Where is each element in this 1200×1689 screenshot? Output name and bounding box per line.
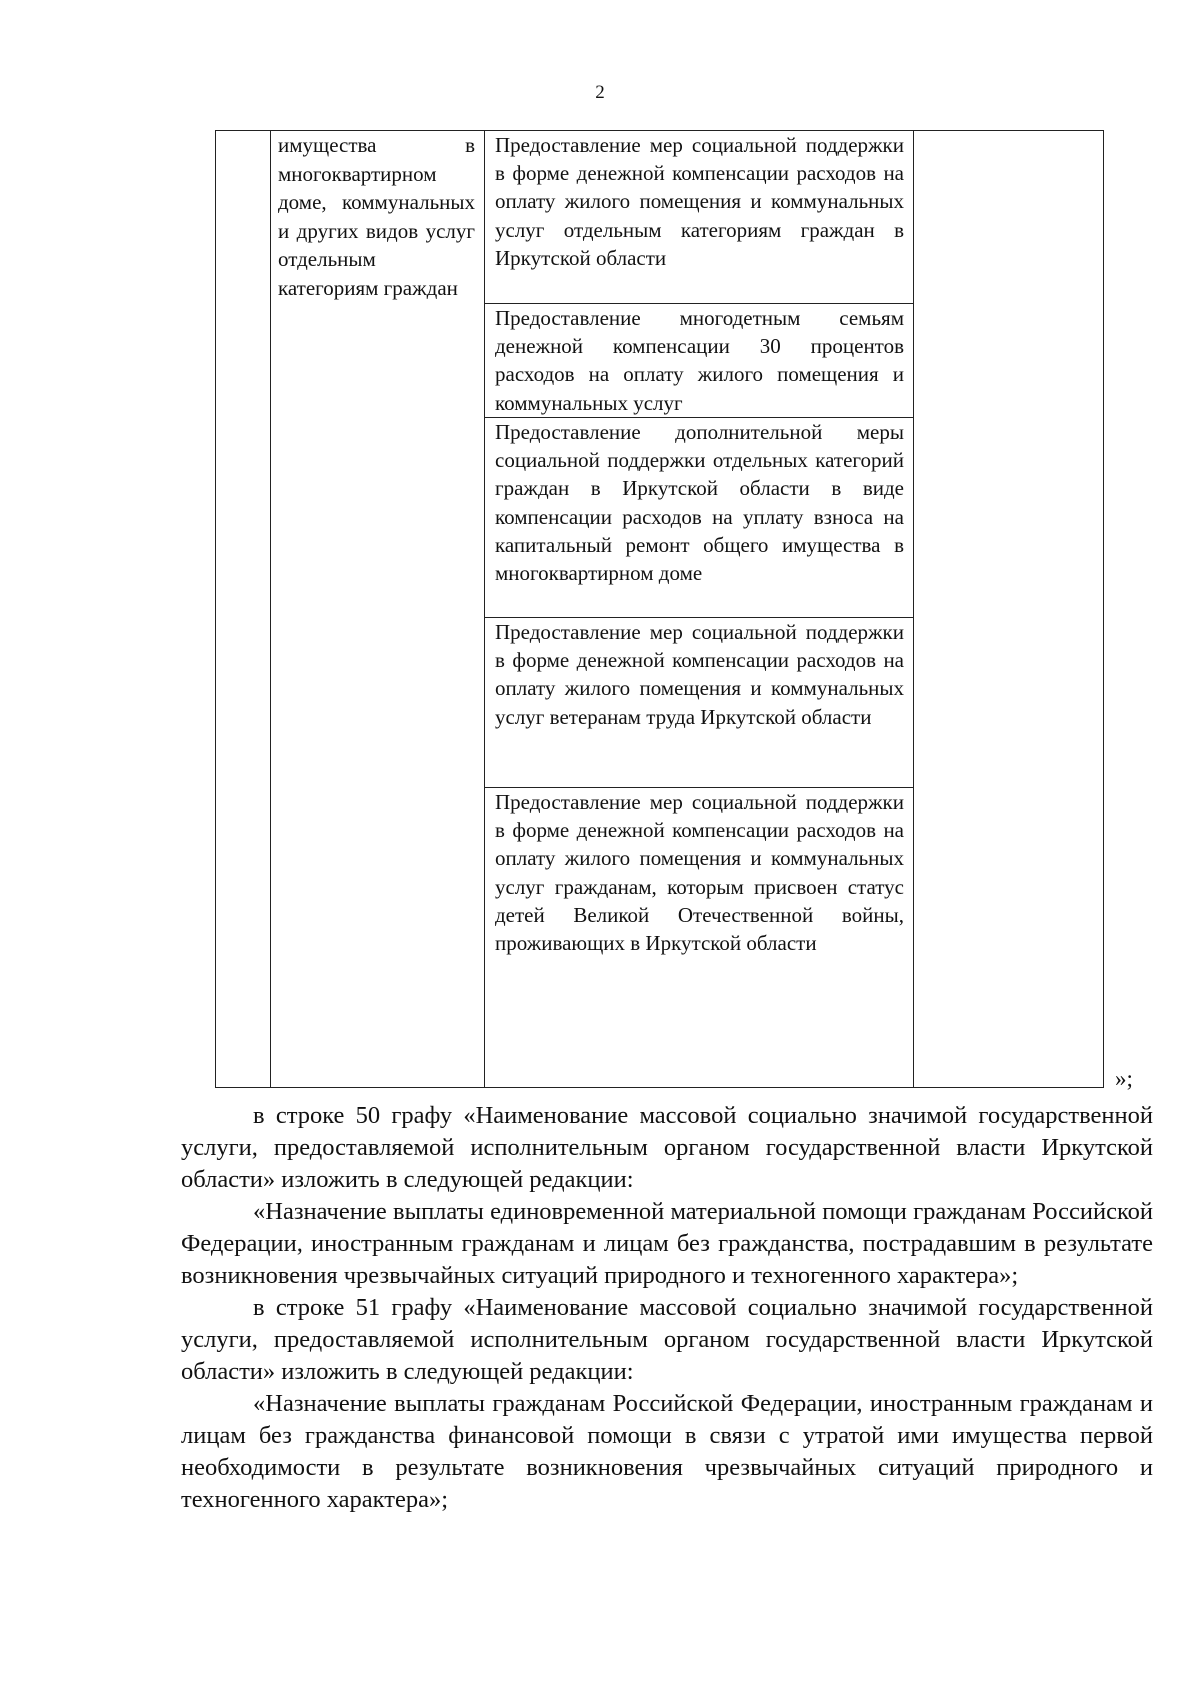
service-category-cell: имущества в многоквартирном доме, коммунальных и других видов услуг отдельным категориям граждан (278, 133, 475, 300)
column-divider (484, 131, 485, 1087)
services-table (215, 130, 1104, 1088)
page-number: 2 (595, 82, 605, 103)
column-divider (913, 131, 914, 1087)
service-cell: Предоставление мер социальной поддержки в форме денежной компенсации расходов на оплату жилого помещения и коммунальных услуг ветеранам труда Иркутской области (495, 620, 904, 729)
service-cell: Предоставление мер социальной поддержки в форме денежной компенсации расходов на оплату жилого помещения и коммунальных услуг отдельным категориям граждан в Иркутской области (495, 133, 904, 270)
service-cell: Предоставление многодетным семьям денежной компенсации 30 процентов расходов на оплату жилого помещения и коммунальных услуг (495, 306, 904, 415)
body-text (181, 1100, 1153, 1516)
paragraph: «Назначение выплаты гражданам Российской Федерации, иностранным гражданам и лицам без гражданства финансовой помощи в связи с утратой ими имущества первой необходимости в результате возникновения чрезвычайных ситуаций природного и техногенного характера»; (181, 1390, 1153, 1513)
column-divider (270, 131, 271, 1087)
service-cell: Предоставление мер социальной поддержки в форме денежной компенсации расходов на оплату жилого помещения и коммунальных услуг гражданам, которым присвоен статус детей Великой Отечественной войны, проживающих в Иркутской области (495, 790, 904, 956)
service-cell: Предоставление дополнительной меры социальной поддержки отдельных категорий граждан в Иркутской области в виде компенсации расходов на уплату взноса на капитальный ремонт общего имущества в многоквартирном доме (495, 420, 904, 586)
paragraph: в строке 51 графу «Наименование массовой социально значимой государственной услуги, предоставляемой исполнительным органом государственной власти Иркутской области» изложить в следующей редакции: (181, 1294, 1153, 1385)
paragraph: в строке 50 графу «Наименование массовой социально значимой государственной услуги, предоставляемой исполнительным органом государственной власти Иркутской области» изложить в следующей редакции: (181, 1102, 1153, 1193)
closing-quote: »; (1115, 1066, 1133, 1091)
paragraph: «Назначение выплаты единовременной материальной помощи гражданам Российской Федерации, иностранным гражданам и лицам без гражданства, пострадавшим в результате возникновения чрезвычайных ситуаций природного и техногенного характера»; (181, 1198, 1153, 1289)
